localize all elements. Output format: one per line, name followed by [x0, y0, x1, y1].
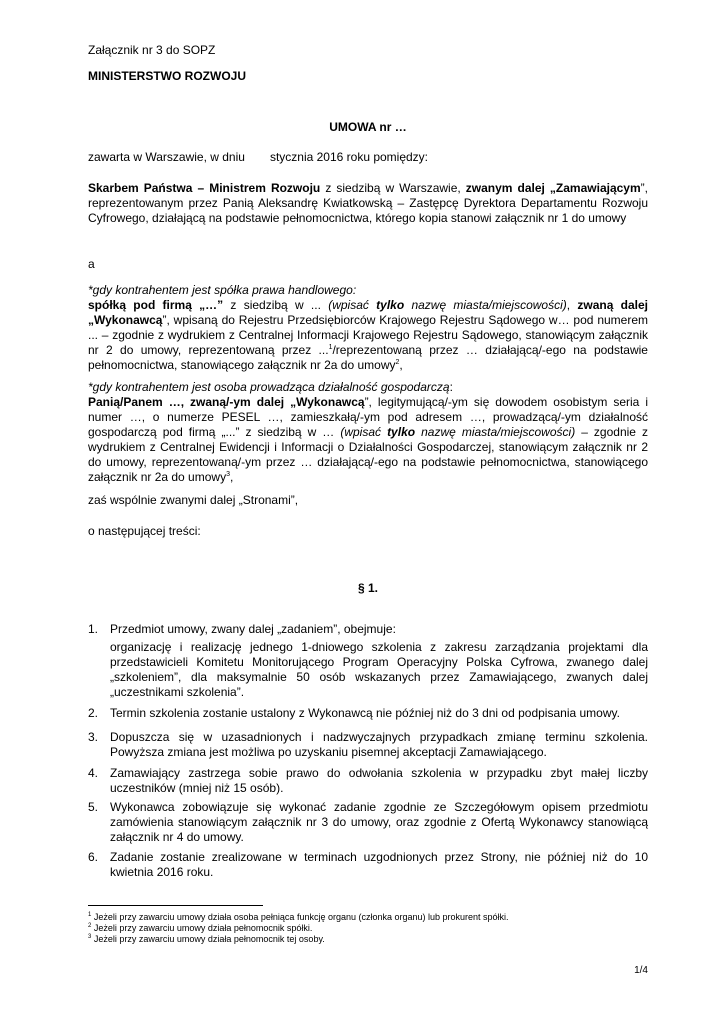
contractor-term: zwaną dalej „Wykonawcą [88, 298, 649, 327]
list-item: 5. Wykonawca zobowiązuje się wykonać zadanie zgodnie ze Szczegółowym opisem przedmiotu zamówienia stanowiącym załącznik nr 3 do umowy, oraz zgodnie z Ofertą Wykonawcy stanowiącą załącznik nr 4 do umowy. [88, 800, 648, 844]
concluded-date: stycznia 2016 roku pomiędzy: [269, 150, 429, 164]
contract-title: UMOWA nr … [329, 120, 407, 134]
person-variant-heading: *gdy kontrahentem jest osoba prowadząca działalność gospodarczą: [88, 380, 453, 394]
footnote: $^2$ Jeżeli przy zawarciu umowy działa pełnomocnik spółki. [88, 923, 313, 933]
footnote-ref-3: 3 [226, 471, 230, 478]
person-contractor-paragraph: Panią/Panem …, zwaną/-ym dalej „Wykonawcą”, legitymującą/-ym się dowodem osobistym seria i numer …, o numerze PESEL …, zamieszkałą/-ym pod adresem …, prowadzącą/-ym działalność gospodarczą pod firmą „...” z siedzibą w … (wpisać tylko nazwę miasta/miejscowości) – zgodnie z wydrukiem z Centralnej Ewidencji i Informacji o Działalności Gospodarczej, stanowiącym załącznik nr 2 do umowy, reprezentowaną/-ym przez … działającą/-ego na podstawie pełnomocnictwa, stanowiącego załącznik nr 2a do umowy$^3$, [88, 395, 649, 484]
section-heading: § 1. [357, 581, 378, 595]
footnote-separator [88, 905, 263, 906]
parties-together-line: zaś wspólnie zwanymi dalej „Stronami”, [88, 493, 299, 507]
footnote-ref-1: 1 [328, 344, 333, 351]
footnote: $^1$ Jeżeli przy zawarciu umowy działa osoba pełniąca funkcję organu (członka organu) lub prokurent spółki. [88, 912, 509, 922]
list-item: 1. Przedmiot umowy, zwany dalej „zadaniem”, obejmuje: [88, 622, 396, 636]
list-item: 4. Zamawiający zastrzega sobie prawo do odwołania szkolenia w przypadku zbyt małej liczby uczestników (mniej niż 15 osób). [88, 766, 648, 795]
ministry-heading: MINISTERSTWO ROZWOJU [88, 69, 246, 83]
ordering-party-term: „Zamawiającym [549, 181, 641, 195]
company-contractor-paragraph: spółką pod firmą „…” z siedzibą w ... (wpisać tylko nazwę miasta/miejscowości), zwaną dalej „Wykonawcą”, wpisaną do Rejestru Przedsiębiorców Krajowego Rejestru Sądowego w… pod numerem ... – zgodnie z wydrukiem z Centralnej Informacji Krajowego Rejestru Sądowego, stanowiącym załącznik nr 2 do umowy, reprezentowaną przez ...$^1$/reprezentowaną przez … działającą/-ego na podstawie pełnomocnictwa, stanowiącego załącznik nr 2a do umowy$^2$, [88, 298, 649, 372]
company-variant-heading: *gdy kontrahentem jest spółka prawa handlowego: [88, 283, 357, 297]
list-item: 3. Dopuszcza się w uzasadnionych i nadzwyczajnych przypadkach zmianę terminu szkolenia. Powyższa zmiana jest możliwa po uzyskaniu pisemnej akceptacji Zamawiającego. [88, 730, 648, 759]
footnote: $^3$ Jeżeli przy zawarciu umowy działa pełnomocnik tej osoby. [88, 934, 325, 944]
concluded-place: zawarta w Warszawie, w dniu [88, 150, 245, 164]
and-word: a [88, 257, 95, 271]
attachment-label: Załącznik nr 3 do SOPZ [88, 43, 216, 57]
list-item: 6. Zadanie zostanie zrealizowane w terminach uzgodnionych przez Strony, nie później niż do 10 kwietnia 2016 roku. [88, 850, 648, 879]
ministry-party-name: Skarbem Państwa – Ministrem Rozwoju [88, 181, 321, 195]
list-item: 2. Termin szkolenia zostanie ustalony z Wykonawcą nie później niż do 3 dni od podpisania umowy. [88, 706, 620, 720]
page-number: 1/4 [634, 965, 648, 976]
concluded-line [88, 150, 428, 165]
party-ordering-paragraph: Skarbem Państwa – Ministrem Rozwoju z siedzibą w Warszawie, zwanym dalej „Zamawiającym”, reprezentowanym przez Panią Aleksandrę Kwiatkowską – Zastępcę Dyrektora Departamentu Rozwoju Cyfrowego, działającą na podstawie pełnomocnictwa, którego kopia stanowi załącznik nr 1 do umowy [88, 181, 648, 225]
following-content-line: o następującej treści: [88, 524, 201, 538]
footnote-ref-2: 2 [395, 359, 400, 366]
subject-detail-paragraph: organizację i realizację jednego 1-dniowego szkolenia z zakresu zarządzania projektami dla przedstawicieli Komitetu Monitorującego Program Operacyjny Polska Cyfrowa, zwanego dalej „szkoleniem”, dla maksymalnie 50 osób wskazanych przez Zamawiającego, zwanych dalej „uczestnikami szkolenia”. [110, 640, 648, 699]
